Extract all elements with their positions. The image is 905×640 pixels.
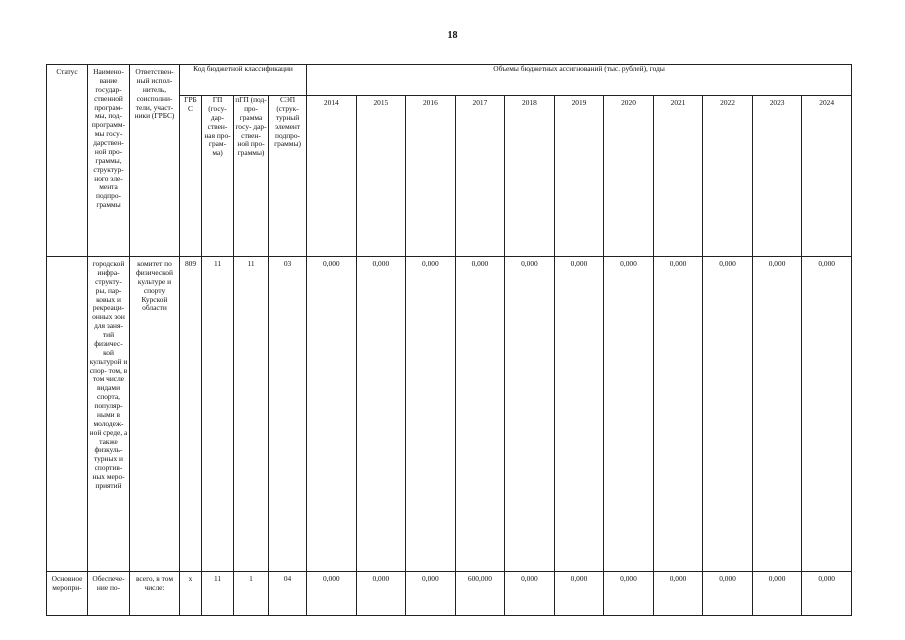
header-code-pgp: пГП (под- про- грамма госу- дар- ствен- ной про- граммы) <box>234 96 269 257</box>
row-value: 0,000 <box>802 572 852 616</box>
header-year: 2024 <box>802 96 852 257</box>
row-code-pgp: 11 <box>234 257 269 572</box>
header-year: 2019 <box>554 96 604 257</box>
row-value: 0,000 <box>604 572 654 616</box>
row-value: 0,000 <box>505 257 555 572</box>
row-value: 0,000 <box>752 257 802 572</box>
row-value: 0,000 <box>356 572 406 616</box>
header-year: 2016 <box>406 96 456 257</box>
table-row <box>47 257 852 572</box>
header-year: 2020 <box>604 96 654 257</box>
row-name: городской инфра- структу- ры, пар- ковых и рекреаци- онных зон для заня- тий физичес- кой культурой и спор- том, в том числе видами спорта, популяр- ными в молодеж- ной среде, а также физкуль- турных и спортив- ных меро- приятий <box>88 257 130 572</box>
row-name: Обеспече- ние по- <box>88 572 130 616</box>
row-value: 0,000 <box>307 572 357 616</box>
row-value: 0,000 <box>406 572 456 616</box>
header-responsible: Ответствен- ный испол- нитель, соисполни- тели, участ- ники (ГРБС) <box>130 65 180 257</box>
row-code-sep: 04 <box>269 572 307 616</box>
row-value: 0,000 <box>653 257 703 572</box>
row-value: 0,000 <box>455 257 505 572</box>
row-status: Основное меропри- <box>47 572 88 616</box>
row-value: 0,000 <box>406 257 456 572</box>
header-name: Наимено- вание государ- ственной програм- мы, под- программ- мы госу- дарствен- ной про- граммы, структур- ного эле- мента подпро- граммы <box>88 65 130 257</box>
row-value: 0,000 <box>653 572 703 616</box>
row-value: 0,000 <box>703 257 753 572</box>
header-code-gp: ГП (госу- дар- ствен- ная про- грам- ма) <box>202 96 234 257</box>
row-value: 0,000 <box>307 257 357 572</box>
row-code-grbs: 809 <box>180 257 202 572</box>
budget-table <box>46 64 852 616</box>
row-value: 0,000 <box>554 257 604 572</box>
row-responsible: всего, в том числе: <box>130 572 180 616</box>
row-value: 0,000 <box>802 257 852 572</box>
header-status: Статус <box>47 65 88 257</box>
row-code-pgp: 1 <box>234 572 269 616</box>
header-year: 2015 <box>356 96 406 257</box>
header-code-sep: СЭП (струк- турный элемент подпро- граммы) <box>269 96 307 257</box>
row-value: 0,000 <box>356 257 406 572</box>
header-year: 2014 <box>307 96 357 257</box>
header-year: 2018 <box>505 96 555 257</box>
page-number: 18 <box>447 30 458 41</box>
row-status <box>47 257 88 572</box>
row-code-grbs: х <box>180 572 202 616</box>
header-year: 2023 <box>752 96 802 257</box>
header-year: 2022 <box>703 96 753 257</box>
row-value: 0,000 <box>703 572 753 616</box>
row-value: 600,000 <box>455 572 505 616</box>
header-year: 2017 <box>455 96 505 257</box>
table-row <box>47 572 852 616</box>
header-allocations: Объемы бюджетных ассигнований (тыс. рублей), годы <box>307 65 852 96</box>
row-code-gp: 11 <box>202 572 234 616</box>
row-value: 0,000 <box>604 257 654 572</box>
row-value: 0,000 <box>752 572 802 616</box>
header-year: 2021 <box>653 96 703 257</box>
row-value: 0,000 <box>505 572 555 616</box>
header-budget-code: Код бюджетной классификации <box>180 65 307 96</box>
row-code-sep: 03 <box>269 257 307 572</box>
row-code-gp: 11 <box>202 257 234 572</box>
header-code-grbs: ГРБ С <box>180 96 202 257</box>
row-value: 0,000 <box>554 572 604 616</box>
row-responsible: комитет по физической культуре и спорту Курской области <box>130 257 180 572</box>
